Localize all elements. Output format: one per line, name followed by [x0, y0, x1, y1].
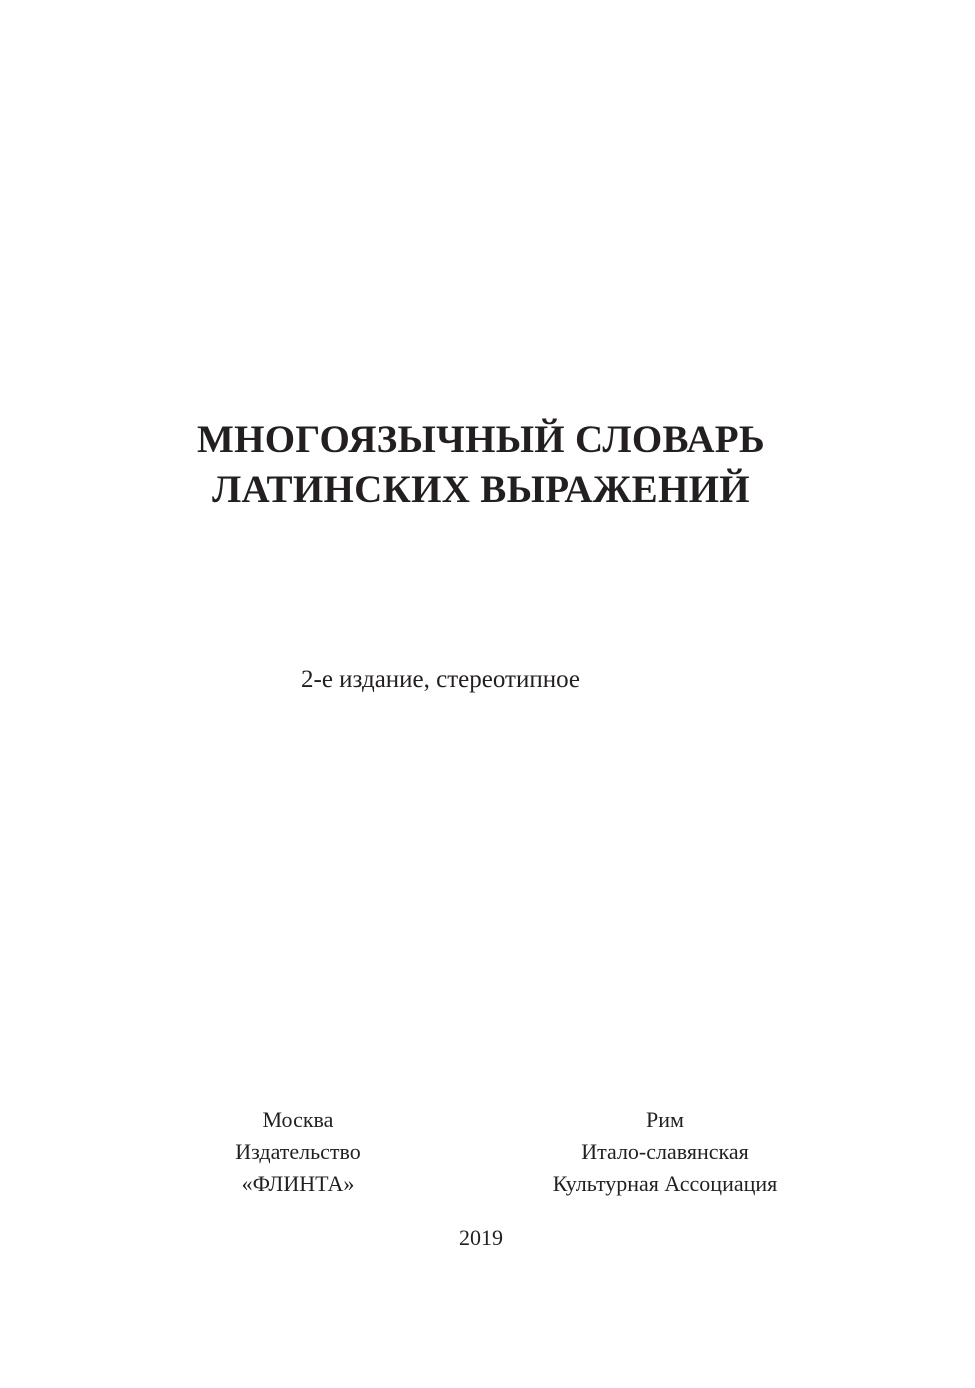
publisher-label: Издательство [235, 1139, 361, 1164]
book-title-line-1: МНОГОЯЗЫЧНЫЙ СЛОВАРЬ [196, 418, 765, 461]
book-title-line-2: ЛАТИНСКИХ ВЫРАЖЕНИЙ [212, 468, 750, 511]
publisher-city: Рим [646, 1107, 684, 1132]
publisher-name: «ФЛИНТА» [241, 1171, 355, 1196]
publisher-name: Культурная Ассоциация [552, 1171, 778, 1196]
publisher-moscow [198, 1104, 398, 1200]
publisher-rome [530, 1104, 800, 1200]
publisher-label: Итало-славянская [581, 1139, 749, 1164]
publisher-city: Москва [262, 1107, 334, 1132]
publication-year: 2019 [459, 1225, 503, 1250]
book-title [0, 415, 962, 515]
edition-note: 2-е издание, стереотипное [301, 666, 580, 693]
